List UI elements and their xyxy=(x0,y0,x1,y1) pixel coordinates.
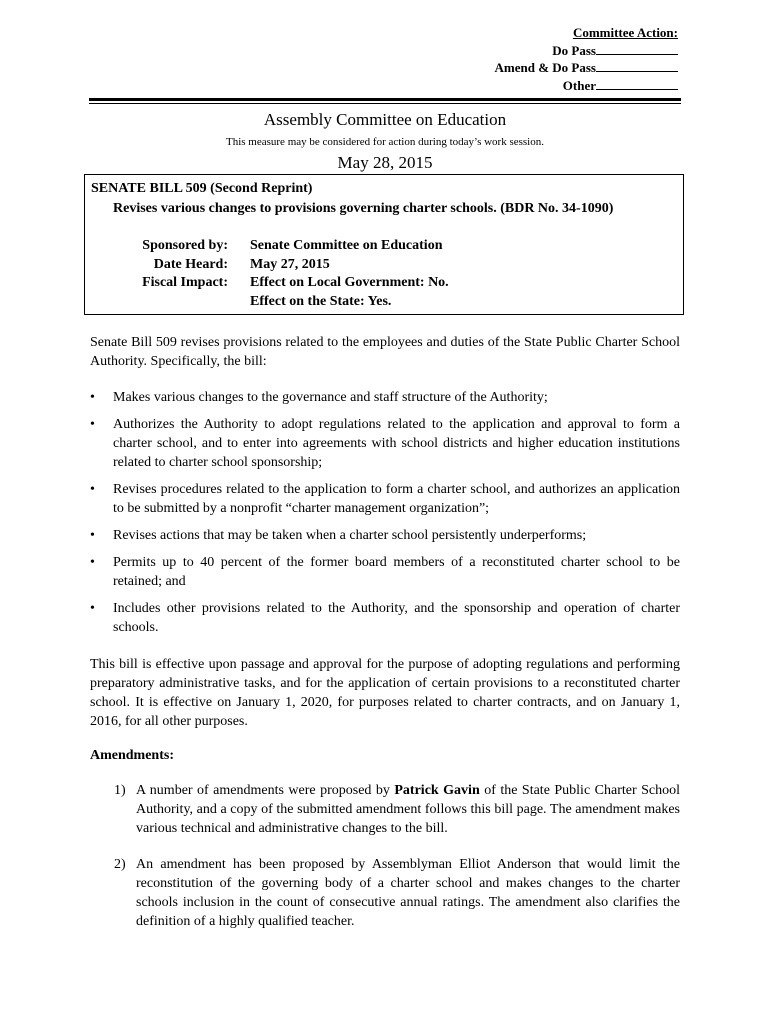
fiscal-impact-label: Fiscal Impact: xyxy=(142,275,228,290)
sponsored-by-label: Sponsored by: xyxy=(142,238,228,253)
option-label: Amend & Do Pass xyxy=(494,60,596,75)
list-item xyxy=(90,388,680,407)
fiscal-local-value: Effect on Local Government: No. xyxy=(250,275,449,290)
amendment-text-post: of the State Public Charter School Authority, and a copy of the submitted amendment follows this bill page. The amendment makes various technical and administrative changes to the bill. xyxy=(136,783,680,836)
list-item-text: Permits up to 40 percent of the former board members of a reconstituted charter school to be retained; and xyxy=(113,555,680,589)
committee-action-heading: Committee Action: xyxy=(572,25,678,40)
bullet-icon: • xyxy=(90,555,95,570)
sponsored-by-value: Senate Committee on Education xyxy=(250,238,443,253)
fiscal-impact-row xyxy=(91,274,449,293)
date-heard-row xyxy=(91,256,449,275)
bullet-icon: • xyxy=(90,417,95,432)
bill-summary-box xyxy=(84,174,684,315)
amendment-number: 2) xyxy=(114,857,126,872)
list-item-text: Authorizes the Authority to adopt regulations related to the application and approval to form a charter school, and to enter into agreements with school districts and higher education institutions related to charter school sponsorship; xyxy=(113,417,680,470)
list-item xyxy=(90,415,680,472)
option-label: Other xyxy=(562,77,596,93)
list-item-text: Makes various changes to the governance and staff structure of the Authority; xyxy=(113,390,548,405)
amendment-item xyxy=(114,781,680,838)
amendments-heading: Amendments: xyxy=(90,748,174,763)
provisions-list xyxy=(90,388,680,645)
list-item xyxy=(90,553,680,591)
amendment-2 xyxy=(114,855,680,931)
option-label: Do Pass xyxy=(552,42,596,58)
committee-action-block xyxy=(495,24,678,94)
amendment-text: An amendment has been proposed by Assemblyman Elliot Anderson that would limit the reconstitution of the governing body of a charter school and makes changes to the charter schools inclusion in the count of consecutive annual ratings. The amendment also clarifies the definition of a highly qualified teacher. xyxy=(136,857,680,929)
option-amend-do-pass xyxy=(495,59,678,77)
list-item xyxy=(90,480,680,518)
option-other xyxy=(495,77,678,95)
option-do-pass xyxy=(495,42,678,60)
header-rule-thick xyxy=(89,98,681,101)
bill-title: SENATE BILL 509 (Second Reprint) xyxy=(91,181,313,196)
blank-line xyxy=(596,78,678,90)
list-item xyxy=(90,599,680,637)
list-item-text: Includes other provisions related to the Authority, and the sponsorship and operation of charter schools. xyxy=(113,601,680,635)
bullet-icon: • xyxy=(90,528,95,543)
bill-description: Revises various changes to provisions governing charter schools. (BDR No. 34-1090) xyxy=(113,201,614,216)
blank-line xyxy=(596,60,678,72)
list-item-text: Revises procedures related to the application to form a charter school, and authorizes an application to be submitted by a nonprofit “charter management organization”; xyxy=(113,482,680,516)
effective-date-paragraph: This bill is effective upon passage and approval for the purpose of adopting regulations and performing preparatory administrative tasks, and for the application of certain provisions to a reconstituted charter school. It is effective on January 1, 2020, for purposes related to charter contracts, and on January 1, 2016, for all other purposes. xyxy=(90,657,680,729)
list-item xyxy=(90,526,680,545)
sponsored-by-row xyxy=(91,237,449,256)
bullet-icon: • xyxy=(90,482,95,497)
header-rule-thin xyxy=(89,103,681,104)
bill-details xyxy=(91,237,449,311)
session-note: This measure may be considered for action during today’s work session. xyxy=(225,136,544,148)
meeting-date: May 28, 2015 xyxy=(337,153,433,172)
fiscal-state-value: Effect on the State: Yes. xyxy=(250,293,392,309)
amendment-1 xyxy=(114,781,680,838)
committee-name: Assembly Committee on Education xyxy=(263,110,507,129)
blank-line xyxy=(596,43,678,55)
intro-paragraph: Senate Bill 509 revises provisions related to the employees and duties of the State Public Charter School Authority. Specifically, the bill: xyxy=(90,335,680,369)
proposer-name: Patrick Gavin xyxy=(394,783,480,798)
fiscal-state-row xyxy=(91,293,449,312)
date-heard-label: Date Heard: xyxy=(153,256,228,272)
amendment-text-pre: A number of amendments were proposed by xyxy=(136,783,395,798)
amendment-number: 1) xyxy=(114,783,126,798)
date-heard-value: May 27, 2015 xyxy=(250,256,330,272)
bullet-icon: • xyxy=(90,601,95,616)
bullet-icon: • xyxy=(90,390,95,405)
list-item-text: Revises actions that may be taken when a charter school persistently underperforms; xyxy=(113,528,587,543)
amendment-item xyxy=(114,855,680,931)
